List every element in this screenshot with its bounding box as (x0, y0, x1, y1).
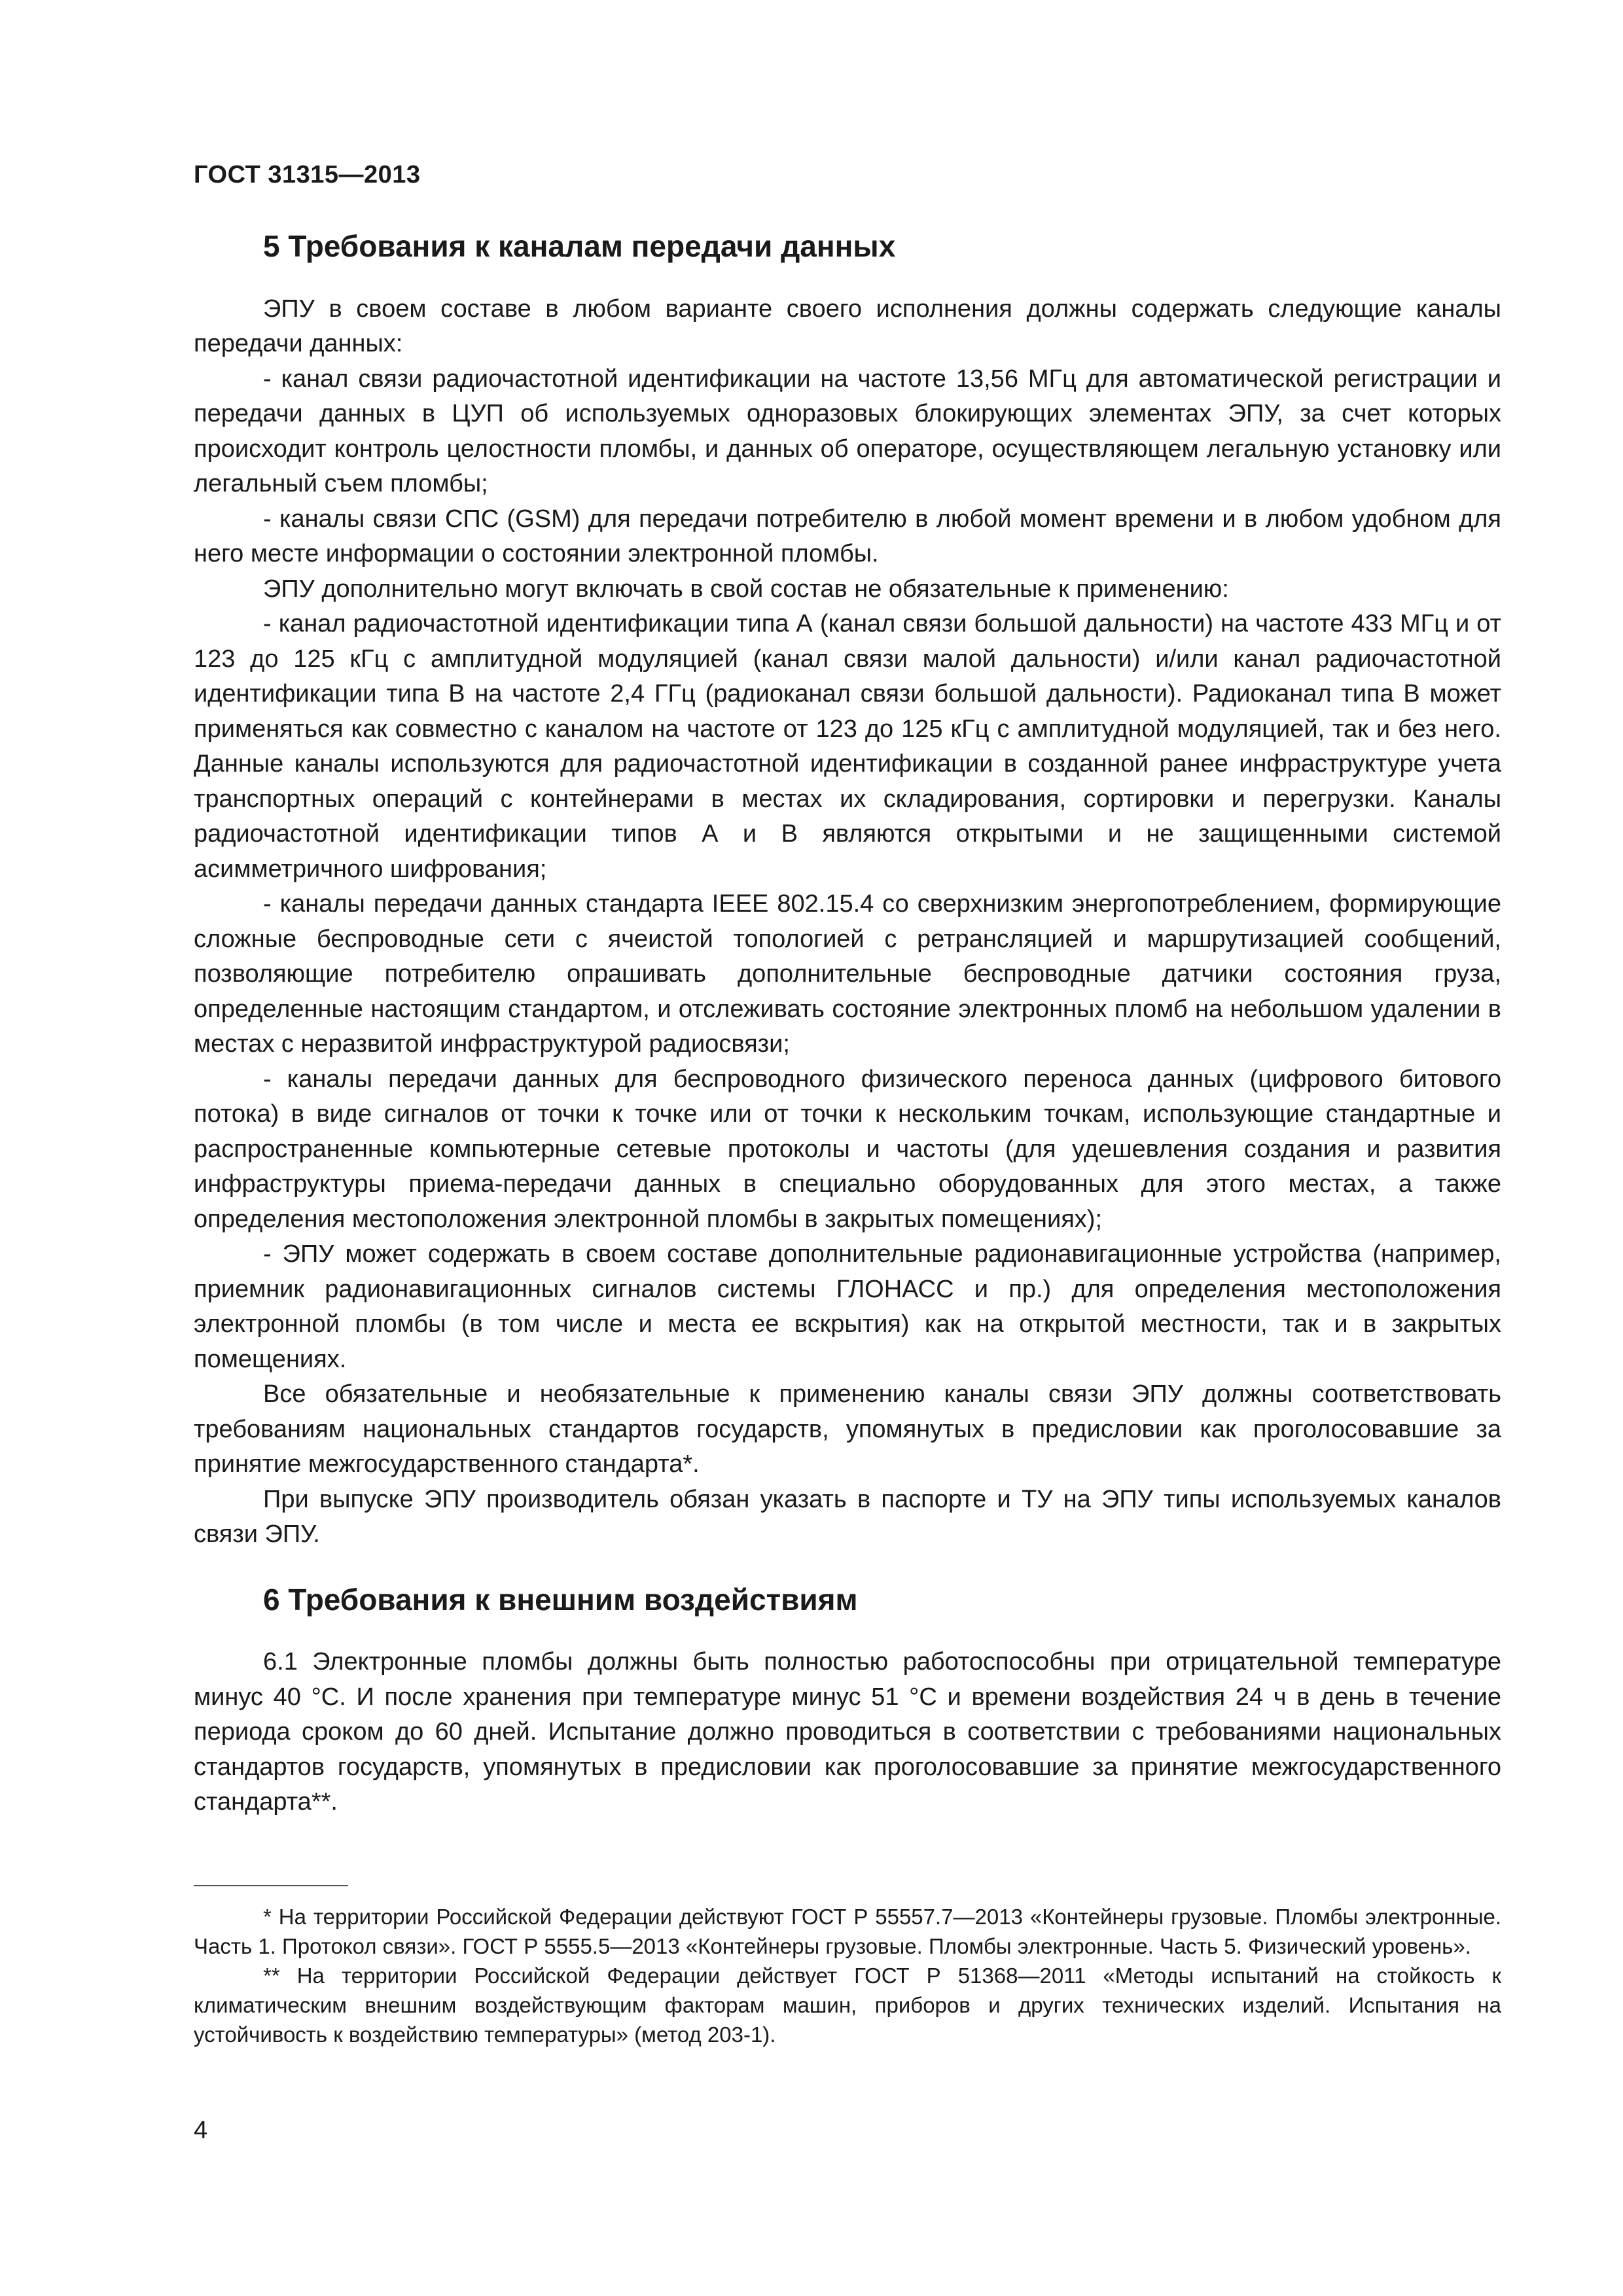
paragraph: - канал связи радиочастотной идентификации на частоте 13,56 МГц для автоматической регистрации и передачи данных в ЦУП об используемых одноразовых блокирующих элементах ЭПУ, за счет которых происходит контроль целостности пломбы, и данных об операторе, осуществляющем легальную установку или легальный съем пломбы; (194, 365, 1501, 497)
footnotes (194, 1902, 1501, 2049)
paragraph: ЭПУ в своем составе в любом варианте своего исполнения должны содержать следующие каналы передачи данных: (194, 295, 1501, 357)
footnote-divider (194, 1885, 348, 1886)
page-number: 4 (194, 2117, 208, 2144)
section-5-title: 5 Требования к каналам передачи данных (263, 229, 896, 263)
section-5-body (194, 292, 1501, 1552)
paragraph: - ЭПУ может содержать в своем составе дополнительные радионавигационные устройства (например, приемник радионавигационных сигналов системы ГЛОНАСС и пр.) для определения местоположения электронной пломбы (в том числе и места ее вскрытия) как на открытой местности, так и в закрытых помещениях. (194, 1240, 1501, 1373)
paragraph: 6.1 Электронные пломбы должны быть полностью работоспособны при отрицательной температуре минус 40 °С. И после хранения при температуре минус 51 °С и времени воздействия 24 ч в день в течение периода сроком до 60 дней. Испытание должно проводиться в соответствии с требованиями национальных стандартов государств, упомянутых в предисловии как проголосовавшие за принятие межгосударственного стандарта**. (194, 1648, 1501, 1816)
paragraph: Все обязательные и необязательные к применению каналы связи ЭПУ должны соответствовать требованиям национальных стандартов государств, упомянутых в предисловии как проголосовавшие за принятие межгосударственного стандарта*. (194, 1380, 1501, 1478)
footnote: * На территории Российской Федерации действуют ГОСТ Р 55557.7—2013 «Контейнеры грузовые. Пломбы электронные. Часть 1. Протокол связи». ГОСТ Р 5555.5—2013 «Контейнеры грузовые. Пломбы электронные. Часть 5. Физический уровень». (194, 1905, 1501, 1958)
paragraph: - канал радиочастотной идентификации типа А (канал связи большой дальности) на частоте 433 МГц и от 123 до 125 кГц с амплитудной модуляцией (канал связи малой дальности) и/или канал радиочастотной идентификации типа В на частоте 2,4 ГГц (радиоканал связи большой дальности). Радиоканал типа В может применяться как совместно с каналом на частоте от 123 до 125 кГц с амплитудной модуляцией, так и без него. Данные каналы используются для радиочастотной идентификации в созданной ранее инфраструктуре учета транспортных операций с контейнерами в местах их складирования, сортировки и перегрузки. Каналы радиочастотной идентификации типов А и В являются открытыми и не защищенными системой асимметричного шифрования; (194, 610, 1501, 883)
main-content (194, 228, 1501, 1820)
document-code-header: ГОСТ 31315—2013 (194, 161, 421, 188)
footnote: ** На территории Российской Федерации действует ГОСТ Р 51368—2011 «Методы испытаний на стойкость к климатическим внешним воздействующим факторам машин, приборов и других технических изделий. Испытания на устойчивость к воздействию температуры» (метод 203-1). (194, 1964, 1501, 2047)
section-6-body (194, 1645, 1501, 1820)
paragraph: ЭПУ дополнительно могут включать в свой состав не обязательные к применению: (263, 575, 1229, 603)
paragraph: - каналы передачи данных для беспроводного физического переноса данных (цифрового битового потока) в виде сигналов от точки к точке или от точки к нескольким точкам, использующие стандартные и распространенные компьютерные сетевые протоколы и частоты (для удешевления создания и развития инфраструктуры приема-передачи данных в специально оборудованных для этого местах, а также определения местоположения электронной пломбы в закрытых помещениях); (194, 1065, 1501, 1233)
section-6-title: 6 Требования к внешним воздействиям (263, 1582, 858, 1617)
paragraph: - каналы связи СПС (GSM) для передачи потребителю в любой момент времени и в любом удобном для него месте информации о состоянии электронной пломбы. (194, 505, 1501, 567)
paragraph: - каналы передачи данных стандарта IEEE 802.15.4 со сверхнизким энергопотреблением, формирующие сложные беспроводные сети с ячеистой топологией с ретрансляцией и маршрутизацией сообщений, позволяющие потребителю опрашивать дополнительные беспроводные датчики состояния груза, определенные настоящим стандартом, и отслеживать состояние электронных пломб на небольшом удалении в местах с неразвитой инфраструктурой радиосвязи; (194, 890, 1501, 1058)
paragraph: При выпуске ЭПУ производитель обязан указать в паспорте и ТУ на ЭПУ типы используемых каналов связи ЭПУ. (194, 1485, 1501, 1548)
